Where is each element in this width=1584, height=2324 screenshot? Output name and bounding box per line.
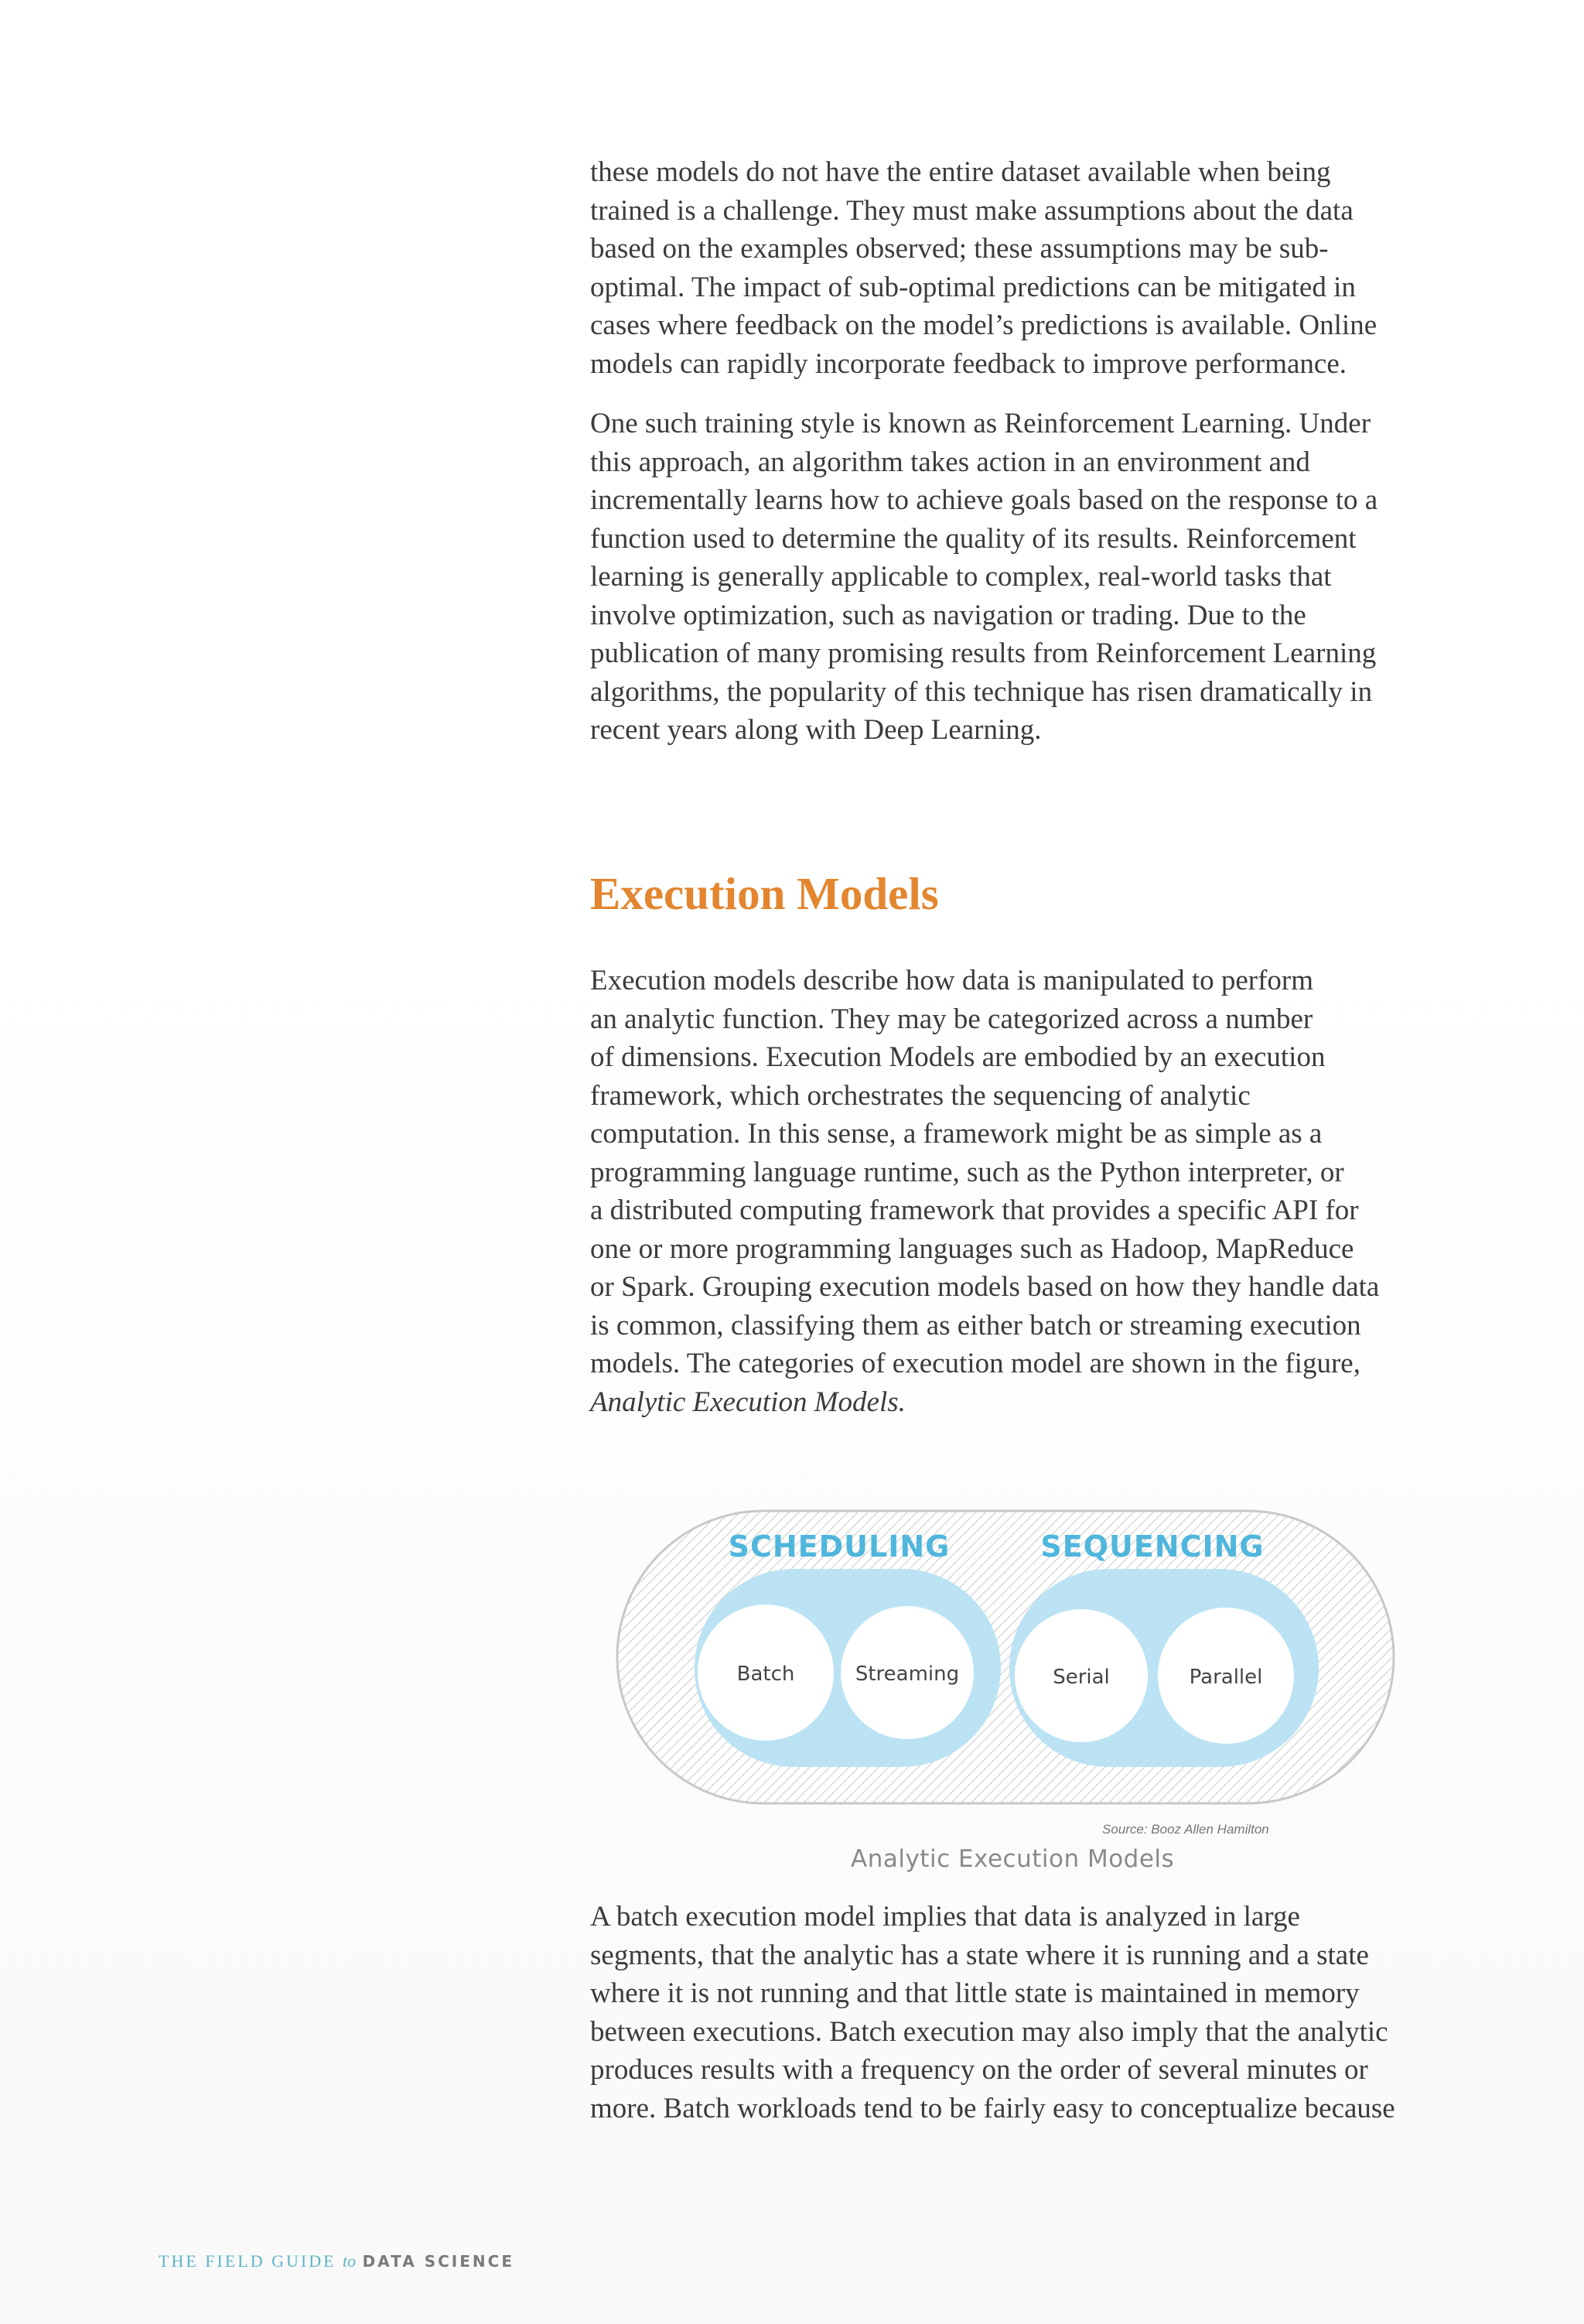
text-line: trained is a challenge. They must make assumptions about the data (590, 194, 1354, 227)
section-heading: Execution Models (590, 868, 939, 919)
text-line: optimal. The impact of sub-optimal predictions can be mitigated in (590, 271, 1356, 303)
text-line: one or more programming languages such as Hadoop, MapReduce (590, 1232, 1354, 1265)
streaming-label: Streaming (855, 1663, 960, 1686)
text-line: a distributed computing framework that provides a specific API for (590, 1194, 1359, 1226)
text-line: models can rapidly incorporate feedback to improve performance. (590, 347, 1347, 380)
scheduling-title: SCHEDULING (728, 1529, 951, 1564)
text-line: or Spark. Grouping execution models based on how they handle data (590, 1271, 1380, 1303)
text-line: involve optimization, such as navigation or trading. Due to the (590, 599, 1306, 631)
text-line: publication of many promising results from Reinforcement Learning (590, 637, 1377, 669)
text-line: based on the examples observed; these assumptions may be sub- (590, 233, 1329, 265)
text-line: models. The categories of execution model are shown in the figure, (590, 1348, 1360, 1379)
text-line: is common, classifying them as either batch or streaming execution (590, 1309, 1361, 1341)
text-line: One such training style is known as Reinforcement Learning. Under (590, 408, 1371, 439)
paragraph-online-models (590, 153, 1425, 383)
text-line: this approach, an algorithm takes action in an environment and (590, 446, 1310, 478)
serial-label: Serial (1053, 1666, 1110, 1689)
sequencing-title: SEQUENCING (1040, 1529, 1265, 1564)
text-line: function used to determine the quality of its results. Reinforcement (590, 522, 1357, 555)
text-line: of dimensions. Execution Models are embodied by an execution (590, 1041, 1326, 1073)
text-line: recent years along with Deep Learning. (590, 714, 1042, 746)
figure-source: Source: Booz Allen Hamilton (1102, 1822, 1269, 1837)
text-line: algorithms, the popularity of this technique has risen dramatically in (590, 675, 1373, 708)
paragraph-execution-models (590, 962, 1425, 1421)
text-line: between executions. Batch execution may also imply that the analytic (590, 2015, 1388, 2048)
text-line: where it is not running and that little state is maintained in memory (590, 1977, 1360, 2009)
text-line: Execution models describe how data is manipulated to perform (590, 965, 1314, 996)
text-line: programming language runtime, such as the Python interpreter, or (590, 1156, 1344, 1188)
figure-reference: Analytic Execution Models. (590, 1386, 906, 1418)
text-line: produces results with a frequency on the order of several minutes or (590, 2054, 1368, 2086)
text-line: an analytic function. They may be categorized across a number (590, 1003, 1313, 1035)
running-footer (159, 2251, 514, 2271)
text-line: computation. In this sense, a framework might be as simple as a (590, 1118, 1323, 1150)
text-line: segments, that the analytic has a state where it is running and a state (590, 1939, 1369, 1971)
text-line: more. Batch workloads tend to be fairly easy to conceptualize because (590, 2092, 1395, 2124)
parallel-label: Parallel (1189, 1666, 1263, 1689)
footer-subtitle: DATA SCIENCE (362, 2252, 514, 2271)
execution-models-figure (615, 1509, 1396, 1834)
footer-title: THE FIELD GUIDE (159, 2251, 336, 2271)
batch-label: Batch (736, 1663, 795, 1686)
text-line: framework, which orchestrates the sequencing of analytic (590, 1079, 1251, 1112)
figure-caption: Analytic Execution Models (851, 1845, 1175, 1873)
paragraph-batch-execution (590, 1898, 1425, 2127)
text-line: incrementally learns how to achieve goals based on the response to a (590, 484, 1378, 516)
footer-to: to (343, 2251, 357, 2271)
text-line: learning is generally applicable to complex, real-world tasks that (590, 561, 1332, 593)
text-line: these models do not have the entire dataset available when being (590, 156, 1331, 188)
text-line: cases where feedback on the model’s predictions is available. Online (590, 309, 1377, 341)
text-line: A batch execution model implies that data is analyzed in large (590, 1901, 1300, 1933)
paragraph-reinforcement-learning (590, 405, 1425, 750)
